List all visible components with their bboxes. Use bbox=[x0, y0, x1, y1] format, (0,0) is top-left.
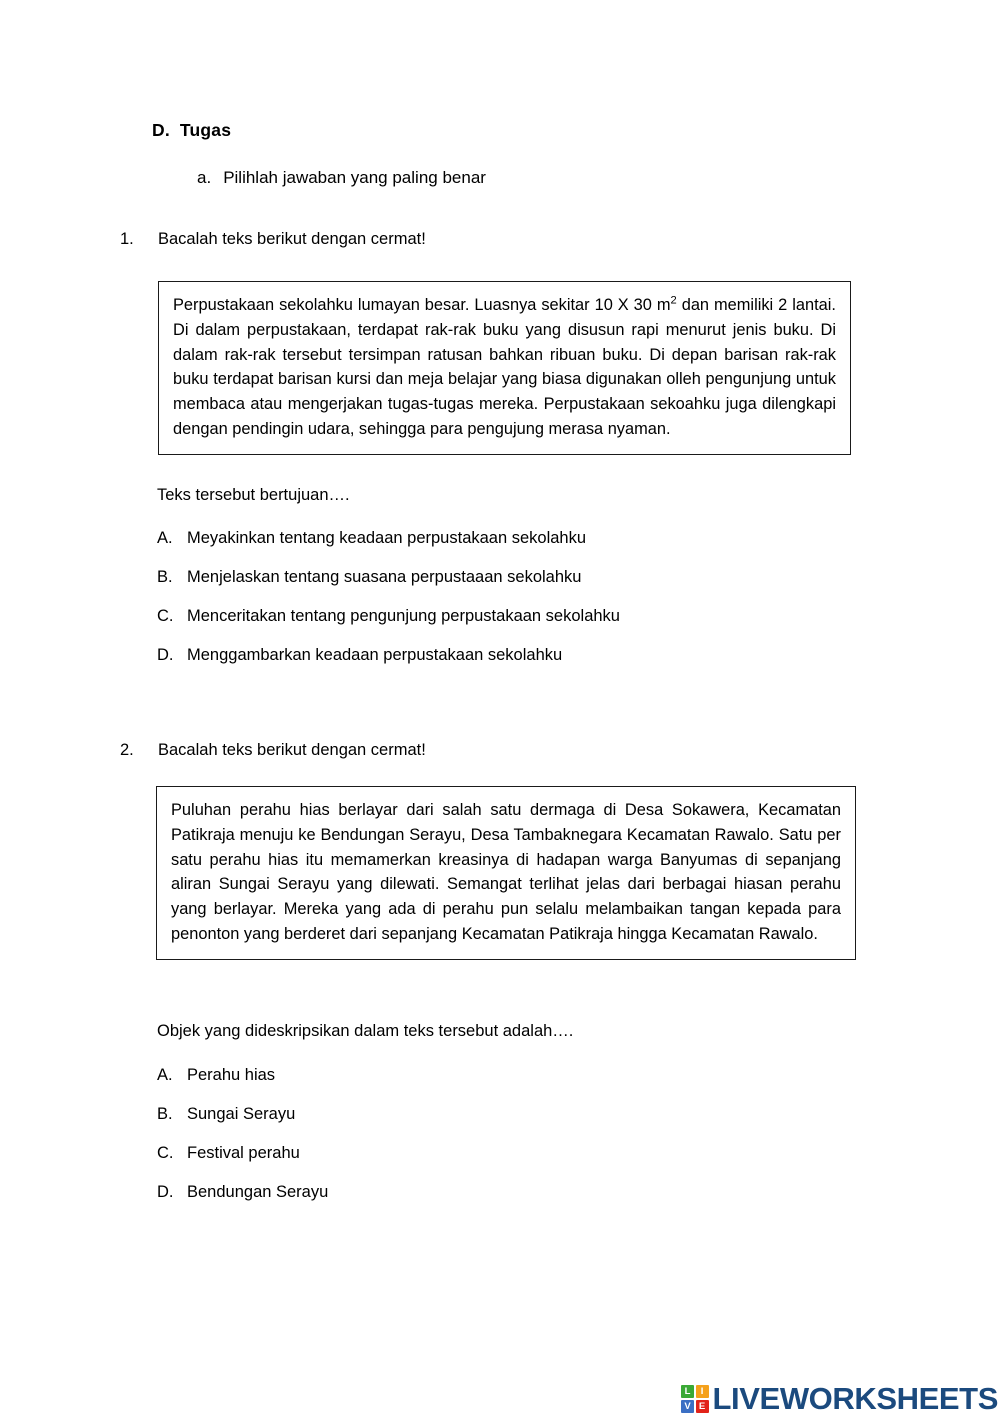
option-1-a-letter: A. bbox=[157, 529, 173, 547]
option-2-d[interactable] bbox=[157, 1183, 917, 1202]
option-2-d-text: Bendungan Serayu bbox=[187, 1183, 329, 1201]
option-1-b-letter: B. bbox=[157, 568, 173, 586]
question-1 bbox=[120, 230, 920, 249]
option-1-c-letter: C. bbox=[157, 607, 174, 625]
passage-box-1 bbox=[158, 281, 851, 455]
option-1-c-text: Menceritakan tentang pengunjung perpustakaan sekolahku bbox=[187, 607, 620, 625]
section-marker: D. bbox=[152, 120, 170, 140]
option-1-c[interactable] bbox=[157, 607, 917, 626]
passage-1-superscript: 2 bbox=[670, 294, 677, 307]
option-2-c-text: Festival perahu bbox=[187, 1144, 300, 1162]
option-1-d-letter: D. bbox=[157, 646, 174, 664]
passage-2-text: Puluhan perahu hias berlayar dari salah satu dermaga di Desa Sokawera, Kecamatan Patikraja menuju ke Bendungan Serayu, Desa Tambaknegara Kecamatan Rawalo. Satu per satu perahu hias itu memamerkan kreasinya di hadapan warga Banyumas di sepanjang aliran Sungai Serayu yang dilewati. Semangat terlihat jelas dari berbagai hiasan perahu yang berlayar. Mereka yang ada di perahu pun selalu melambaikan tangan kepada para penonton yang berderet dari sepanjang Kecamatan Patikraja hingga Kecamatan Rawalo. bbox=[171, 801, 841, 943]
subsection-title: Pilihlah jawaban yang paling benar bbox=[223, 168, 486, 187]
option-1-a[interactable] bbox=[157, 529, 917, 548]
question-2-options bbox=[157, 1066, 917, 1202]
passage-1-text bbox=[173, 293, 836, 442]
section-title: Tugas bbox=[179, 120, 232, 140]
logo-cell-l: L bbox=[681, 1385, 694, 1398]
passage-1-part2: dan memiliki 2 lantai. Di dalam perpustakaan, terdapat rak-rak buku yang disusun rapi menurut jenis buku. Di dalam rak-rak tersebut tersimpan ratusan bahkan ribuan buku. Di depan barisan rak-rak buku terdapat barisan kursi dan meja belajar yang biasa digunakan olleh pengunjung untuk membaca atau mengerjakan tugas-tugas mereka. Perpustakaan sekoahku juga dilengkapi dengan pendingin udara, sehingga para pengujung merasa nyaman. bbox=[173, 296, 836, 438]
question-1-number: 1. bbox=[120, 230, 134, 248]
option-1-d-text: Menggambarkan keadaan perpustakaan sekolahku bbox=[187, 646, 563, 664]
option-2-c[interactable] bbox=[157, 1144, 917, 1163]
subsection-heading bbox=[197, 168, 486, 188]
subsection-marker: a. bbox=[197, 168, 212, 187]
section-heading bbox=[152, 120, 231, 141]
option-1-d[interactable] bbox=[157, 646, 917, 665]
option-2-b-letter: B. bbox=[157, 1105, 173, 1123]
option-1-b-text: Menjelaskan tentang suasana perpustaaan sekolahku bbox=[187, 568, 582, 586]
passage-box-2 bbox=[156, 786, 856, 960]
question-2-prompt: Objek yang dideskripsikan dalam teks tersebut adalah…. bbox=[157, 1022, 574, 1040]
question-1-stem bbox=[120, 230, 920, 249]
option-1-a-text: Meyakinkan tentang keadaan perpustakaan sekolahku bbox=[187, 529, 587, 547]
question-1-stem-text: Bacalah teks berikut dengan cermat! bbox=[158, 230, 426, 248]
option-2-b[interactable] bbox=[157, 1105, 917, 1124]
option-2-c-letter: C. bbox=[157, 1144, 174, 1162]
question-2-number: 2. bbox=[120, 741, 134, 759]
liveworksheets-logo[interactable] bbox=[681, 1381, 998, 1417]
option-1-b[interactable] bbox=[157, 568, 917, 587]
question-2-stem-text: Bacalah teks berikut dengan cermat! bbox=[158, 741, 426, 759]
option-2-a-text: Perahu hias bbox=[187, 1066, 276, 1084]
question-1-options bbox=[157, 529, 917, 665]
option-2-d-letter: D. bbox=[157, 1183, 174, 1201]
question-1-prompt: Teks tersebut bertujuan…. bbox=[157, 486, 350, 504]
liveworksheets-mark-icon bbox=[681, 1385, 709, 1413]
liveworksheets-wordmark: LIVEWORKSHEETS bbox=[712, 1381, 998, 1416]
option-2-a-letter: A. bbox=[157, 1066, 173, 1084]
passage-1-part1: Perpustakaan sekolahku lumayan besar. Luasnya sekitar 10 X 30 m bbox=[173, 296, 671, 314]
logo-cell-i: I bbox=[696, 1385, 709, 1398]
logo-cell-v: V bbox=[681, 1400, 694, 1413]
option-2-a[interactable] bbox=[157, 1066, 917, 1085]
option-2-b-text: Sungai Serayu bbox=[187, 1105, 296, 1123]
question-2 bbox=[120, 741, 920, 760]
question-2-stem bbox=[120, 741, 920, 760]
logo-cell-e: E bbox=[696, 1400, 709, 1413]
